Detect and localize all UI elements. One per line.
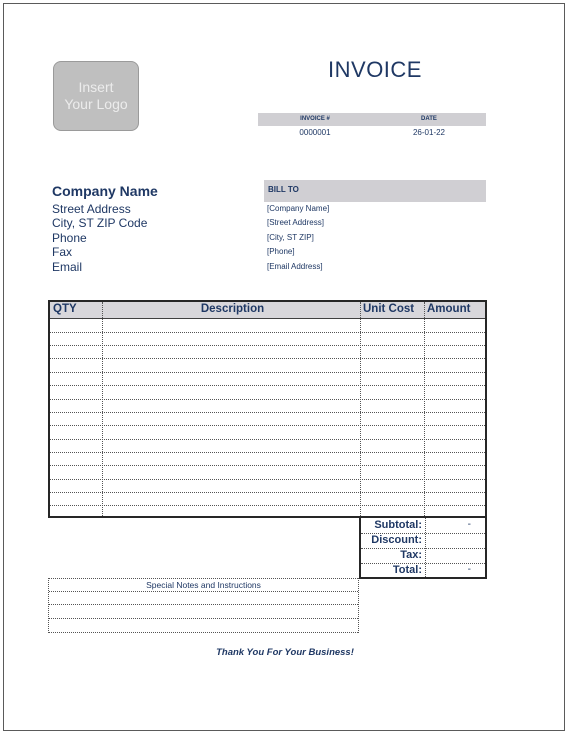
table-row[interactable] [50, 412, 485, 413]
company-email[interactable]: Email [52, 260, 83, 274]
bill-to-city[interactable]: [City, ST ZIP] [267, 233, 314, 242]
company-phone[interactable]: Phone [52, 231, 87, 245]
date-value[interactable]: 26-01-22 [412, 128, 446, 137]
table-row[interactable] [50, 505, 485, 506]
invoice-title: INVOICE [328, 57, 422, 82]
invoice-meta-header [258, 113, 486, 126]
table-row[interactable] [50, 385, 485, 386]
bill-to-company[interactable]: [Company Name] [267, 204, 330, 213]
description-column-divider [360, 302, 361, 516]
unit-cost-header: Unit Cost [363, 303, 415, 315]
table-row[interactable] [50, 479, 485, 480]
table-row[interactable] [50, 399, 485, 400]
subtotal-row [361, 518, 485, 533]
thank-you-message: Thank You For Your Business! [216, 647, 354, 658]
bill-to-label: BILL TO [268, 185, 299, 194]
description-header: Description [200, 303, 265, 315]
tax-row[interactable] [361, 548, 485, 563]
table-row[interactable] [50, 439, 485, 440]
qty-column-divider [102, 302, 103, 516]
company-name[interactable]: Company Name [52, 183, 158, 199]
notes-title: Special Notes and Instructions [146, 580, 261, 590]
table-row[interactable] [50, 425, 485, 426]
qty-header: QTY [53, 303, 77, 315]
discount-row[interactable] [361, 533, 485, 548]
totals-box [359, 518, 487, 579]
company-street[interactable]: Street Address [52, 202, 131, 216]
invoice-number-value[interactable]: 0000001 [299, 128, 331, 137]
invoice-number-label: INVOICE # [300, 116, 330, 122]
table-row[interactable] [50, 372, 485, 373]
notes-line[interactable] [49, 604, 358, 605]
line-items-table [48, 300, 487, 518]
table-row[interactable] [50, 345, 485, 346]
table-row[interactable] [50, 452, 485, 453]
bill-to-phone[interactable]: [Phone] [267, 247, 295, 256]
total-row [361, 563, 485, 578]
bill-to-street[interactable]: [Street Address] [267, 218, 324, 227]
notes-line[interactable] [49, 632, 358, 633]
logo-placeholder[interactable] [53, 61, 139, 131]
date-label: DATE [421, 116, 437, 122]
logo-text-line1: Insert [78, 79, 114, 95]
company-fax[interactable]: Fax [52, 245, 73, 259]
line-items-header [50, 302, 485, 319]
table-row[interactable] [50, 332, 485, 333]
notes-line[interactable] [49, 618, 358, 619]
company-city[interactable]: City, ST ZIP Code [52, 216, 148, 230]
table-row[interactable] [50, 465, 485, 466]
total-value: - [467, 564, 471, 575]
amount-header: Amount [427, 303, 471, 315]
discount-label: Discount: [371, 534, 422, 546]
notes-box[interactable] [48, 578, 359, 633]
notes-line[interactable] [49, 591, 358, 592]
table-row[interactable] [50, 358, 485, 359]
subtotal-label: Subtotal: [374, 519, 422, 531]
logo-text-line2: Your Logo [64, 96, 128, 112]
notes-top-border [49, 578, 358, 579]
subtotal-value: - [467, 519, 471, 530]
bill-to-header [264, 180, 486, 202]
bill-to-email[interactable]: [Email Address] [267, 262, 323, 271]
total-label: Total: [392, 564, 422, 576]
table-row[interactable] [50, 492, 485, 493]
unit-cost-column-divider [424, 302, 425, 516]
invoice-meta-values [258, 128, 486, 139]
tax-label: Tax: [400, 549, 422, 561]
